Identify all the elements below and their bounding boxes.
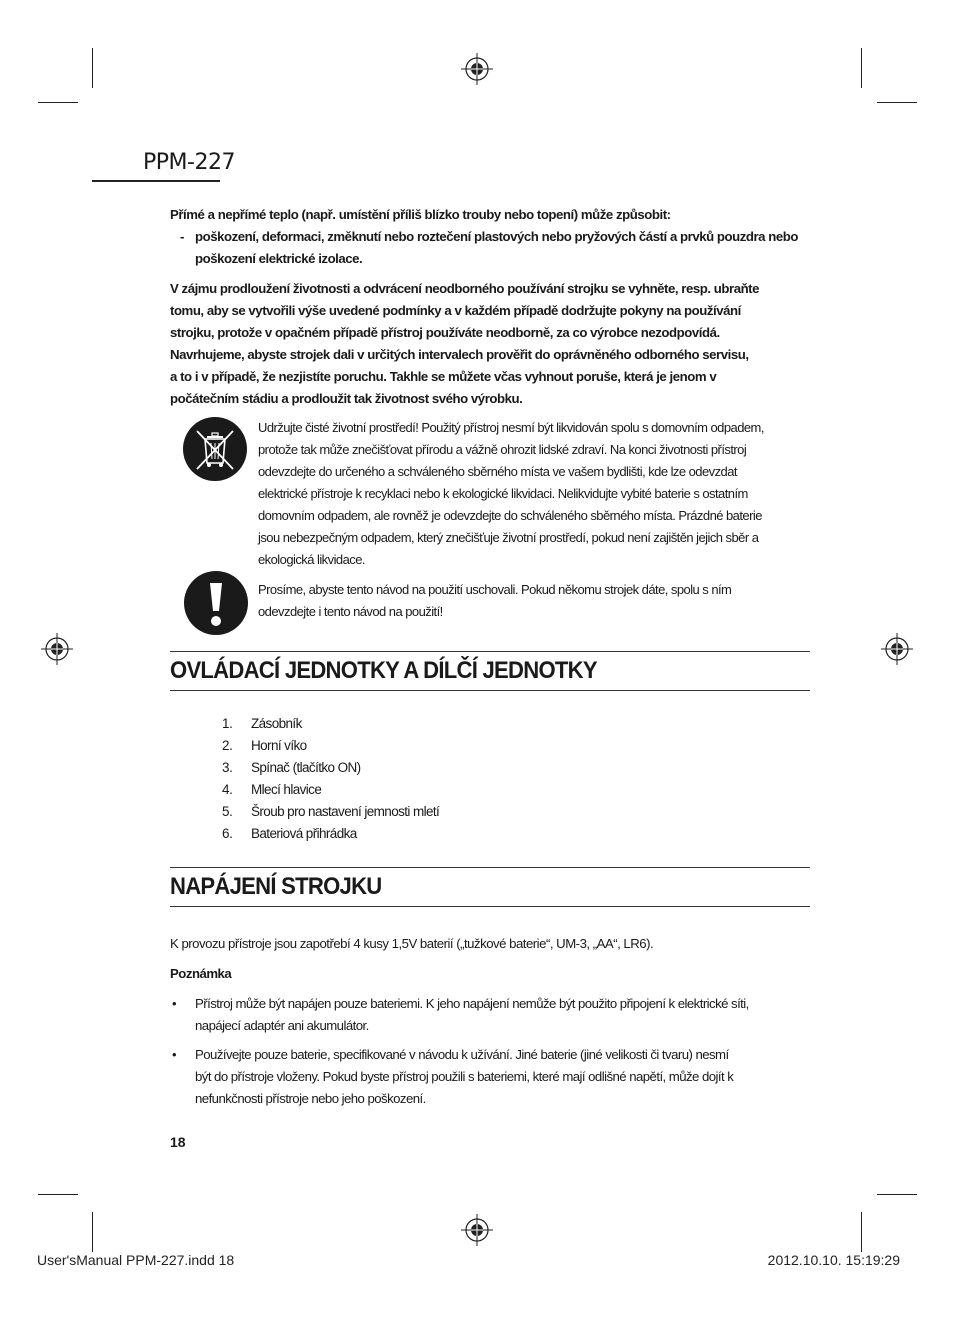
power-text: K provozu přístroje jsou zapotřebí 4 kusy 1,5V baterií („tužkové baterie“, UM-3, „AA“, LR6).: [170, 936, 654, 951]
bullet-line: napájecí adaptér ani akumulátor.: [195, 1018, 369, 1033]
notice-line: Udržujte čisté životní prostředí! Použitý přístroj nesmí být likvidován spolu s domovním odpadem,: [258, 420, 764, 435]
list-item: Spínač (tlačítko ON): [251, 760, 361, 775]
note-label: Poznámka: [170, 966, 232, 981]
registration-mark-icon: [460, 52, 494, 86]
section-rule: [170, 906, 810, 907]
list-item: Šroub pro nastavení jemnosti mletí: [251, 804, 440, 819]
power-heading: NAPÁJENÍ STROJKU: [170, 873, 382, 900]
bullet-mark: •: [172, 1047, 177, 1062]
crossed-bin-icon: [183, 417, 247, 481]
heat-warning: Přímé a nepřímé teplo (např. umístění příliš blízko trouby nebo topení) může způsobit:: [170, 207, 671, 222]
paragraph-line: tomu, aby se vytvořili výše uvedené podmínky a v každém případě dodržujte pokyny na používání: [170, 303, 741, 318]
crop-mark: [877, 1194, 917, 1195]
extension-paragraph: [170, 278, 815, 410]
note-bullet: [195, 1044, 815, 1110]
bullet-line: Přístroj může být napájen pouze bateriemi. K jeho napájení nemůže být použito připojení k elektrické síti,: [195, 996, 749, 1011]
paragraph-line: V zájmu prodloužení životnosti a odvrácení neodborného používání strojku se vyhněte, resp. ubraňte: [170, 281, 760, 296]
paragraph-line: strojku, protože v opačném případě přístroj používáte neodborně, za co výrobce nezodpovídá.: [170, 325, 720, 340]
list-item-number: 4.: [222, 782, 233, 797]
bullet-line: Používejte pouze baterie, specifikované v návodu k užívání. Jiné baterie (jiné velikosti či tvaru) nesmí: [195, 1047, 729, 1062]
registration-mark-icon: [40, 632, 74, 666]
registration-mark-icon: [880, 632, 914, 666]
crop-mark: [861, 1212, 862, 1252]
paragraph-line: a to i v případě, že nezjistíte poruchu. Takhle se můžete včas vyhnout poruše, která je jenom v: [170, 369, 717, 384]
heat-item: poškození, deformaci, změknutí nebo roztečení plastových nebo pryžových částí a prvků pouzdra nebo poškození elektrické izolace.: [195, 229, 798, 266]
notice-line: elektrické přístroje k recyklaci nebo k ekologické likvidaci. Nelikvidujte vybité baterie s ostatním: [258, 486, 748, 501]
crop-mark: [877, 102, 917, 103]
list-item-number: 6.: [222, 826, 233, 841]
controls-heading: OVLÁDACÍ JEDNOTKY A DÍLČÍ JEDNOTKY: [170, 657, 597, 684]
crop-mark: [92, 1212, 93, 1252]
paragraph-line: Navrhujeme, abyste strojek dali v určitých intervalech prověřit do oprávněného odborného servisu,: [170, 347, 749, 362]
note-bullet: [195, 993, 815, 1037]
page-number: 18: [170, 1134, 186, 1150]
paragraph-line: počátečním stádiu a prodloužit tak životnost svého výrobku.: [170, 391, 523, 406]
notice-line: Prosíme, abyste tento návod na použití uschovali. Pokud někomu strojek dáte, spolu s ním: [258, 582, 732, 597]
list-item: Mlecí hlavice: [251, 782, 322, 797]
list-item-number: 5.: [222, 804, 233, 819]
crop-mark: [861, 48, 862, 88]
heat-item-dash: -: [180, 229, 185, 244]
registration-mark-icon: [460, 1213, 494, 1247]
section-rule: [170, 690, 810, 691]
list-item: Zásobník: [251, 716, 302, 731]
bullet-mark: •: [172, 996, 177, 1011]
model-title: PPM-227: [143, 150, 235, 175]
list-item: Horní víko: [251, 738, 307, 753]
notice-line: ekologická likvidace.: [258, 552, 365, 567]
list-item-number: 3.: [222, 760, 233, 775]
notice-line: odevzdejte i tento návod na použití!: [258, 604, 443, 619]
list-item-number: 1.: [222, 716, 233, 731]
notice-line: odevzdejte do určeného a schváleného sběrného místa ve vašem bydlišti, kde lze odevzdat: [258, 464, 737, 479]
bullet-line: být do přístroje vloženy. Pokud byste přístroj použili s bateriemi, které mají odlišné napětí, může dojít k: [195, 1069, 734, 1084]
notice-line: jsou nebezpečným odpadem, který znečišťuje životní prostředí, pokud není zajištěn jejich sběr a: [258, 530, 759, 545]
crop-mark: [92, 48, 93, 88]
list-item: Bateriová přihrádka: [251, 826, 357, 841]
footer-timestamp: 2012.10.10. 15:19:29: [767, 1252, 900, 1268]
crop-mark: [38, 1194, 78, 1195]
header-rule: [92, 180, 220, 182]
footer-file: User'sManual PPM-227.indd 18: [37, 1252, 235, 1268]
recycle-notice: [258, 417, 814, 571]
notice-line: domovním odpadem, ale rovněž je odevzdejte do schváleného sběrného místa. Prázdné baterie: [258, 508, 762, 523]
bullet-line: nefunkčnosti přístroje nebo jeho poškození.: [195, 1091, 426, 1106]
keep-manual-notice: [258, 579, 814, 623]
notice-line: protože tak může znečišťovat přírodu a vážně ohrozit lidské zdraví. Na konci životnosti přístroj: [258, 442, 747, 457]
section-rule: [170, 651, 810, 652]
crop-mark: [38, 102, 78, 103]
exclamation-icon: [184, 571, 248, 635]
list-item-number: 2.: [222, 738, 233, 753]
section-rule: [170, 867, 810, 868]
